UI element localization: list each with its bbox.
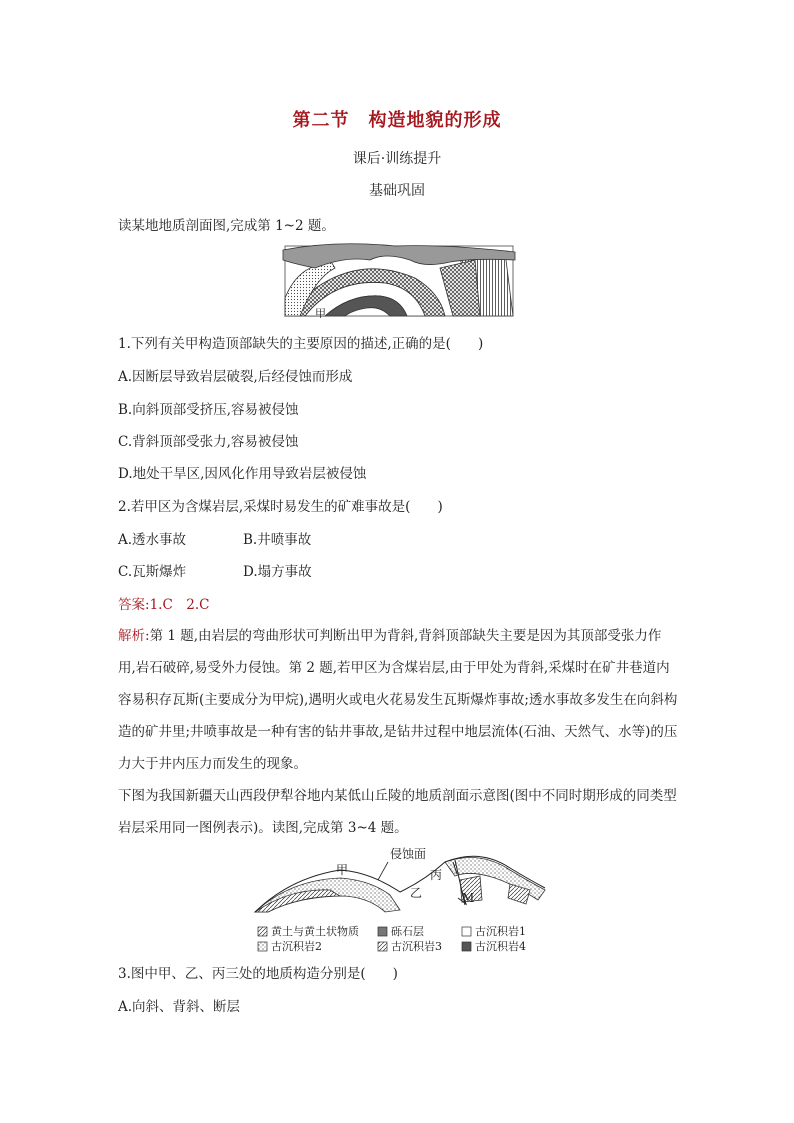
question-2-options-row-2 [118, 560, 312, 580]
answer-label: 答案: [118, 597, 150, 613]
legend-label-ancient-3: 古沉积岩3 [391, 940, 442, 953]
section-heading: 基础巩固 [369, 183, 425, 199]
question-1-option-c: C.背斜顶部受张力,容易被侵蚀 [118, 434, 299, 450]
question-1-option-a: A.因断层导致岩层破裂,后经侵蚀而形成 [118, 369, 353, 385]
question-1-option-d: D.地处干旱区,因风化作用导致岩层被侵蚀 [118, 466, 367, 482]
answer-text: 1.C 2.C [149, 597, 210, 613]
question-2-option-c: C.瓦斯爆炸 [118, 564, 187, 580]
question-3-stem: 3.图中甲、乙、丙三处的地质构造分别是( ) [118, 966, 398, 982]
legend-label-ancient-4: 古沉积岩4 [475, 940, 526, 953]
page-title: 第二节 构造地貌的形成 [292, 110, 502, 131]
figure2-legend [258, 924, 526, 953]
legend-label-ancient-1: 古沉积岩1 [475, 925, 526, 938]
page-subtitle: 课后·训练提升 [352, 151, 442, 167]
answer-line [118, 593, 209, 613]
analysis-text: 第 1 题,由岩层的弯曲形状可判断出甲为背斜,背斜顶部缺失主要是因为其顶部受张力作用,岩石破碎,易受外力侵蚀。第 2 题,若甲区为含煤岩层,由于甲处为背斜,采煤时在矿井巷道内容易积存瓦斯(主要成分为甲烷),遇明火或电火花易发生瓦斯爆炸事故;透水事故多发生在向斜构造的矿井里;井喷事故是一种有害的钻井事故,是钻井过程中地层流体(石油、天然气、水等)的压力大于井内压力而发生的现象。 [118, 628, 678, 772]
question-2-stem: 2.若甲区为含煤岩层,采煤时易发生的矿难事故是( ) [118, 499, 443, 515]
legend-swatch-ancient-4 [462, 942, 471, 951]
question-2-options-row-1 [118, 528, 311, 548]
legend-swatch-ancient-2 [258, 942, 267, 951]
figure2-label-bing: 丙 [430, 868, 443, 882]
geologic-profile-figure-2 [250, 840, 550, 960]
question-1-option-b: B.向斜顶部受挤压,容易被侵蚀 [118, 402, 299, 418]
question-3-option-a: A.向斜、背斜、断层 [118, 999, 241, 1015]
legend-swatch-ancient-3 [378, 942, 387, 951]
geologic-profile-figure-1 [275, 238, 520, 318]
figure2-label-m: M [462, 891, 475, 905]
figure1-label-jia: 甲 [315, 307, 326, 318]
legend-label-gravel: 砾石层 [391, 925, 424, 938]
figure2-label-jia: 甲 [336, 863, 349, 877]
analysis-paragraph [118, 620, 678, 780]
legend-label-ancient-2: 古沉积岩2 [271, 940, 322, 953]
analysis-label: 解析: [118, 628, 150, 644]
legend-swatch-ancient-1 [462, 927, 471, 936]
figure2-label-yi: 乙 [410, 886, 423, 900]
question-2-option-b: B.井喷事故 [243, 532, 312, 548]
legend-swatch-gravel [378, 927, 387, 936]
figure2-label-erosion-surface: 侵蚀面 [390, 847, 427, 861]
intro-question-1-2: 读某地地质剖面图,完成第 1~2 题。 [118, 218, 335, 234]
legend-label-loess: 黄土与黄土状物质 [271, 925, 359, 938]
question-2-option-a: A.透水事故 [118, 532, 187, 548]
legend-swatch-loess [258, 927, 267, 936]
question-1-stem: 1.下列有关甲构造顶部缺失的主要原因的描述,正确的是( ) [118, 336, 484, 352]
question-2-option-d: D.塌方事故 [243, 564, 312, 580]
intro-question-3-4: 下图为我国新疆天山西段伊犁谷地内某低山丘陵的地质剖面示意图(图中不同时期形成的同类型岩层采用同一图例表示)。读图,完成第 3~4 题。 [118, 788, 677, 836]
